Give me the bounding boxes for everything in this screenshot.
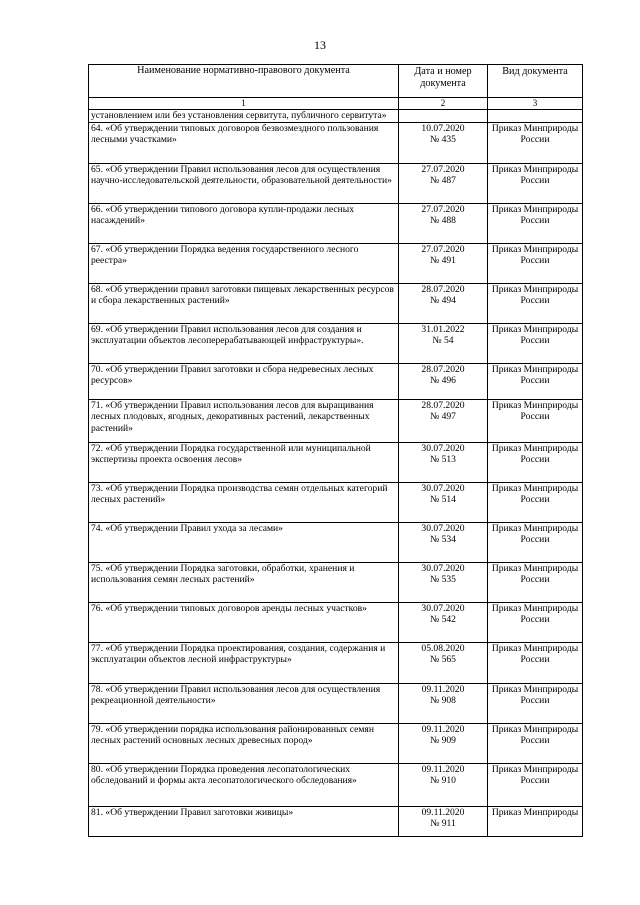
document-kind: Приказ Минприроды России (488, 683, 583, 723)
continuation-text: установлением или без установления сервитута, публичного сервитута» (89, 110, 399, 123)
document-date: 09.11.2020 (421, 723, 465, 735)
table-row (89, 323, 583, 363)
document-date-number (399, 763, 488, 806)
document-number: № 542 (430, 614, 456, 625)
document-number: № 911 (430, 818, 456, 829)
column-number: 2 (399, 98, 488, 110)
document-name: 77. «Об утверждении Порядка проектирования, создания, содержания и эксплуатации объектов лесной инфраструктуры» (89, 642, 399, 683)
document-name: 75. «Об утверждении Порядка заготовки, обработки, хранения и использования семян лесных растений» (89, 562, 399, 602)
document-number: № 909 (430, 735, 456, 746)
document-date: 28.07.2020 (421, 363, 465, 375)
column-numbers-row (89, 98, 583, 110)
document-date-number (399, 122, 488, 163)
document-date: 28.07.2020 (421, 283, 465, 295)
document-date: 30.07.2020 (421, 482, 465, 494)
document-number: № 910 (430, 775, 456, 786)
document-date: 30.07.2020 (421, 562, 465, 574)
table-row (89, 522, 583, 562)
document-kind: Приказ Минприроды России (488, 323, 583, 363)
document-date-number (399, 522, 488, 562)
document-kind: Приказ Минприроды России (488, 163, 583, 203)
document-name: 74. «Об утверждении Правил ухода за лесами» (89, 522, 399, 562)
document-date: 27.07.2020 (421, 163, 465, 175)
header-document-name: Наименование нормативно-правового документа (89, 65, 399, 98)
document-name: 79. «Об утверждении порядка использования районированных семян лесных растений основных лесных древесных пород» (89, 723, 399, 763)
document-name: 67. «Об утверждении Порядка ведения государственного лесного реестра» (89, 243, 399, 283)
document-number: № 435 (430, 134, 456, 145)
document-date: 09.11.2020 (421, 763, 465, 775)
document-kind: Приказ Минприроды России (488, 122, 583, 163)
document-kind: Приказ Минприроды России (488, 763, 583, 806)
document-kind: Приказ Минприроды России (488, 723, 583, 763)
document-kind: Приказ Минприроды России (488, 442, 583, 482)
document-name: 66. «Об утверждении типового договора купли-продажи лесных насаждений» (89, 203, 399, 243)
document-date: 09.11.2020 (421, 806, 465, 818)
document-kind: Приказ Минприроды России (488, 482, 583, 522)
table-row (89, 442, 583, 482)
table-row (89, 363, 583, 399)
document-number: № 514 (430, 494, 456, 505)
document-date: 31.01.2022 (421, 323, 465, 335)
document-number: № 487 (430, 175, 456, 186)
table-row (89, 683, 583, 723)
document-name: 78. «Об утверждении Правил использования лесов для осуществления рекреационной деятельности» (89, 683, 399, 723)
table-row (89, 203, 583, 243)
document-name: 68. «Об утверждении правил заготовки пищевых лекарственных ресурсов и сбора лекарственных растений» (89, 283, 399, 323)
document-date-number (399, 442, 488, 482)
document-date-number (399, 482, 488, 522)
table-row (89, 163, 583, 203)
document-date-number (399, 683, 488, 723)
document-date-number (399, 243, 488, 283)
documents-table (88, 64, 583, 837)
document-number: № 496 (430, 375, 456, 386)
document-kind: Приказ Минприроды России (488, 283, 583, 323)
document-name: 76. «Об утверждении типовых договоров аренды лесных участков» (89, 602, 399, 642)
document-kind: Приказ Минприроды России (488, 602, 583, 642)
table-row (89, 723, 583, 763)
document-kind: Приказ Минприроды (488, 806, 583, 836)
document-number: № 534 (430, 534, 456, 545)
document-date: 27.07.2020 (421, 243, 465, 255)
continuation-row (89, 110, 583, 123)
document-number: № 908 (430, 695, 456, 706)
table-row (89, 602, 583, 642)
document-number: № 488 (430, 215, 456, 226)
document-number: № 497 (430, 411, 456, 422)
document-date: 30.07.2020 (421, 442, 465, 454)
document-name: 64. «Об утверждении типовых договоров безвозмездного пользования лесными участками» (89, 122, 399, 163)
document-name: 72. «Об утверждении Порядка государственной или муниципальной экспертизы проекта освоения лесов» (89, 442, 399, 482)
column-number: 3 (488, 98, 583, 110)
table-header-row (89, 65, 583, 98)
document-date-number (399, 642, 488, 683)
document-kind: Приказ Минприроды России (488, 522, 583, 562)
document-name: 73. «Об утверждении Порядка производства семян отдельных категорий лесных растений» (89, 482, 399, 522)
document-kind: Приказ Минприроды России (488, 562, 583, 602)
document-name: 81. «Об утверждении Правил заготовки живицы» (89, 806, 399, 836)
document-name: 65. «Об утверждении Правил использования лесов для осуществления научно-исследовательской деятельности, образовательной деятельности» (89, 163, 399, 203)
column-number: 1 (89, 98, 399, 110)
document-date-number (399, 283, 488, 323)
document-date-number (399, 723, 488, 763)
document-date-number (399, 163, 488, 203)
document-number: № 494 (430, 295, 456, 306)
table-row (89, 763, 583, 806)
document-kind: Приказ Минприроды России (488, 399, 583, 442)
table-row (89, 243, 583, 283)
empty-cell (399, 110, 488, 123)
document-name: 70. «Об утверждении Правил заготовки и сбора недревесных лесных ресурсов» (89, 363, 399, 399)
document-kind: Приказ Минприроды России (488, 363, 583, 399)
document-date: 05.08.2020 (421, 642, 465, 654)
table-row (89, 122, 583, 163)
document-date-number (399, 363, 488, 399)
header-date-number: Дата и номер документа (399, 65, 488, 98)
document-number: № 513 (430, 454, 456, 465)
document-kind: Приказ Минприроды России (488, 203, 583, 243)
document-name: 71. «Об утверждении Правил использования лесов для выращивания лесных плодовых, ягодных, декоративных растений, лекарственных растений» (89, 399, 399, 442)
document-date-number (399, 562, 488, 602)
document-kind: Приказ Минприроды России (488, 642, 583, 683)
document-number: № 491 (430, 255, 456, 266)
document-date-number (399, 806, 488, 836)
document-number: № 535 (430, 574, 456, 585)
document-date-number (399, 399, 488, 442)
document-number: № 565 (430, 654, 456, 665)
document-date-number (399, 323, 488, 363)
document-number: № 54 (432, 335, 454, 346)
document-date: 30.07.2020 (421, 522, 465, 534)
document-name: 69. «Об утверждении Правил использования лесов для создания и эксплуатации объектов лесоперерабатывающей инфраструктуры». (89, 323, 399, 363)
document-date: 28.07.2020 (421, 399, 465, 411)
document-date: 09.11.2020 (421, 683, 465, 695)
document-date: 27.07.2020 (421, 203, 465, 215)
table-row (89, 482, 583, 522)
header-document-kind: Вид документа (488, 65, 583, 98)
document-kind: Приказ Минприроды России (488, 243, 583, 283)
page-number: 13 (314, 38, 326, 52)
table-row (89, 283, 583, 323)
table-row (89, 562, 583, 602)
document-date: 10.07.2020 (421, 122, 465, 134)
document-name: 80. «Об утверждении Порядка проведения лесопатологических обследований и формы акта лесопатологического обследования» (89, 763, 399, 806)
document-date-number (399, 602, 488, 642)
empty-cell (488, 110, 583, 123)
table-row (89, 806, 583, 836)
document-date-number (399, 203, 488, 243)
document-date: 30.07.2020 (421, 602, 465, 614)
table-row (89, 399, 583, 442)
table-row (89, 642, 583, 683)
